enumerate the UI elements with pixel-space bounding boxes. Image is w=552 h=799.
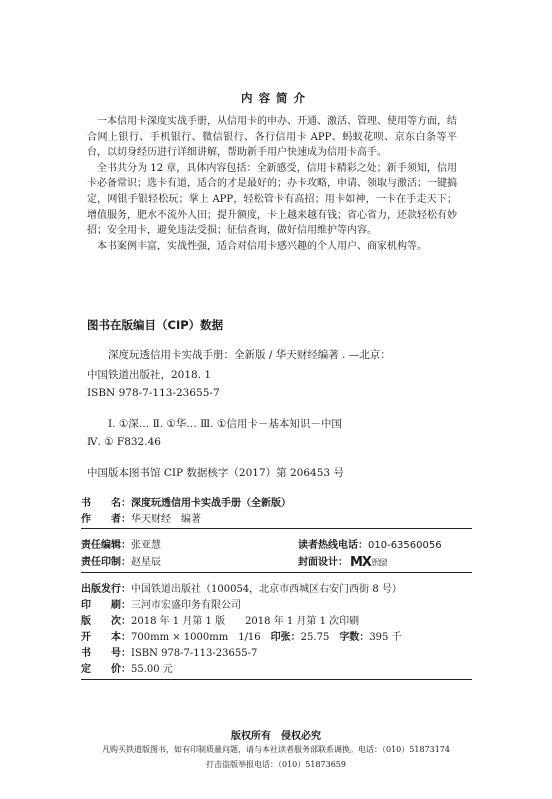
cip-line: 深度玩透信用卡实战手册：全新版 / 华天财经编著 . —北京： — [108, 349, 391, 361]
price-label: 定 价： — [81, 664, 131, 675]
price-value: 55.00 元 — [131, 664, 173, 675]
cip-line: 中国铁道出版社，2018. 1 — [87, 369, 212, 381]
editor-value: 张亚慧 — [131, 540, 161, 551]
intro-title: 内容简介 — [241, 91, 311, 105]
mx-design-logo: MXDESIGN STUDIO — [350, 555, 388, 570]
cip-line: Ⅳ. ① F832.46 — [87, 436, 161, 448]
anti-piracy-notice: 打击盗版举报电话：（010）51873659 — [206, 760, 346, 769]
intro-paragraph: 全书共分为 12 章，具体内容包括：全新感受，信用卡精彩之处；新手须知，信用卡必备常识；选卡有道，适合的才是最好的；办卡攻略，申请、领取与激活；一键搞定，网银手银轻松玩；掌上 APP，轻松管卡有高招；用卡如神，一卡在手走天下；增值服务，肥水不流外人田；提升额度，卡上越来越有钱；省心省力，还款轻松有妙招；安全用卡，避免违法受损；征信查询，做好信用维护等内容。 — [87, 162, 457, 237]
intro-paragraph: 本书案例丰富，实战性强，适合对信用卡感兴趣的个人用户、商家机构等。 — [97, 240, 427, 252]
word-count-label: 字数： — [339, 632, 370, 643]
printing-label: 印 刷： — [81, 600, 131, 611]
hotline-label: 读者热线电话： — [298, 540, 368, 551]
cip-line: ISBN 978-7-113-23655-7 — [87, 387, 220, 399]
book-title-label: 书 名： — [81, 498, 131, 509]
cip-heading: 图书在版编目（CIP）数据 — [87, 318, 224, 332]
cip-record-number: 中国版本图书馆 CIP 数据核字（2017）第 206453 号 — [87, 467, 344, 479]
divider — [81, 679, 472, 680]
divider — [81, 572, 472, 573]
edition-row — [81, 612, 359, 627]
format-value: 700mm × 1000mm 1/16 — [131, 632, 271, 643]
isbn-value: ISBN 978-7-113-23655-7 — [131, 648, 258, 659]
intro-body — [87, 114, 457, 254]
sheets-label: 印张： — [270, 632, 301, 643]
cover-design-row — [298, 553, 387, 570]
printer-row — [81, 553, 161, 568]
publisher-row — [81, 580, 402, 595]
rights-title: 版权所有 侵权必究 — [231, 731, 321, 742]
isbn-label: 书 号： — [81, 648, 131, 659]
publisher-value: 中国铁道出版社（100054，北京市西城区右安门西街 8 号） — [131, 584, 402, 595]
edition-value: 2018 年 1 月第 1 版 2018 年 1 月第 1 次印刷 — [131, 616, 360, 627]
hotline-row — [298, 536, 442, 551]
editor-label: 责任编辑： — [81, 540, 131, 551]
printer-value: 赵星辰 — [131, 557, 161, 568]
book-author-value: 华天财经 编著 — [131, 514, 201, 525]
divider — [81, 528, 472, 529]
format-row — [81, 628, 402, 643]
service-notice: 凡购买铁道版图书，如有印制质量问题，请与本社读者服务部联系调换。电话：（010）51873174 — [102, 745, 450, 754]
format-label: 开 本： — [81, 632, 131, 643]
word-count-value: 395 千 — [369, 632, 402, 643]
sheets-value: 25.75 — [300, 632, 340, 643]
cover-design-label: 封面设计： — [298, 557, 348, 568]
publisher-label: 出版发行： — [81, 584, 131, 595]
printer-label: 责任印制： — [81, 557, 131, 568]
editor-row — [81, 536, 161, 551]
cip-line: Ⅰ. ①深… Ⅱ. ①华… Ⅲ. ①信用卡－基本知识－中国 — [108, 418, 342, 430]
book-author-label: 作 者： — [81, 514, 131, 525]
hotline-value: 010-63560056 — [368, 540, 442, 551]
printing-row — [81, 596, 241, 611]
book-author-row — [81, 510, 201, 525]
price-row — [81, 660, 173, 675]
edition-label: 版 次： — [81, 616, 131, 627]
book-title-value: 深度玩透信用卡实战手册（全新版） — [131, 498, 291, 509]
isbn-row — [81, 644, 257, 659]
intro-paragraph: 一本信用卡深度实战手册，从信用卡的申办、开通、激活、管理、使用等方面，结合网上银行、手机银行、微信银行、各行信用卡 APP、蚂蚁花呗、京东白条等平台，以切身经历进行详细讲解，帮助新手用户快速成为信用卡高手。 — [87, 116, 457, 159]
printing-value: 三河市宏盛印务有限公司 — [131, 600, 241, 611]
book-title-row — [81, 494, 291, 509]
